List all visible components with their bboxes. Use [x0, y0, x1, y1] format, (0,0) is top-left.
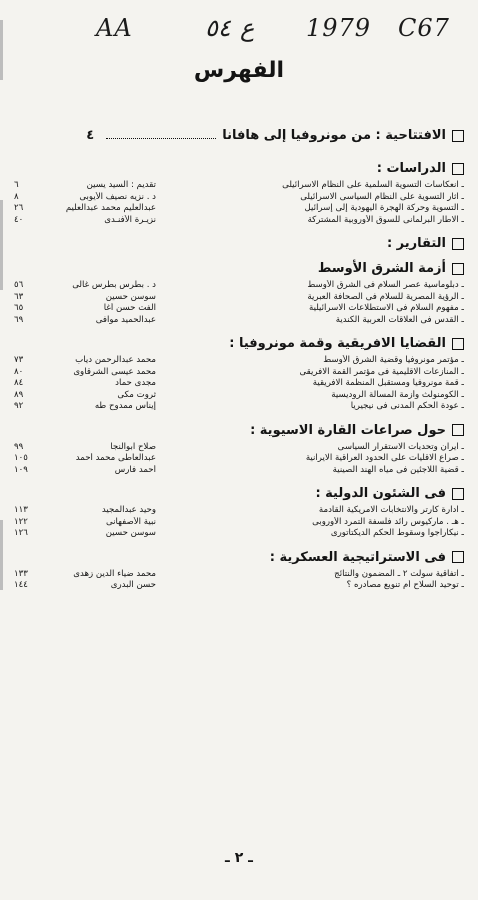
toc-entry — [14, 303, 464, 315]
handwritten-year: 1979 — [306, 14, 372, 42]
toc-entry — [14, 505, 464, 517]
section-heading-text: فى الشئون الدولية : — [315, 486, 446, 501]
checkbox-icon — [452, 488, 464, 500]
entry-page: ٩٩ — [14, 441, 24, 452]
handwritten-letter: ع — [240, 14, 255, 42]
section-heading-text: فى الاستراتيجية العسكرية : — [269, 549, 446, 565]
entry-author: محمد عيسى الشرقاوى — [73, 366, 156, 377]
entry-title: ـ انعكاسات التسوية السلمية على النظام الاسرائيلى — [282, 180, 464, 190]
section-heading — [14, 161, 464, 176]
toc-entry — [14, 180, 464, 192]
entry-author: أحمد فارس — [114, 464, 156, 475]
entry-title: ـ مفهوم السلام فى الاستطلاعات الاسرائيلية — [309, 303, 464, 313]
entry-author: عبدالحميد موافى — [95, 314, 156, 325]
toc-section — [14, 486, 464, 540]
entry-page: ١٠٩ — [14, 464, 28, 475]
entry-title: ـ دبلوماسية عصر السلام فى الشرق الأوسط — [307, 280, 464, 290]
toc-entry — [14, 401, 464, 413]
entry-author: صلاح ابوالنجا — [110, 441, 156, 452]
entry-title: ـ التسوية وحركة الهجرة اليهودية إلى إسرائيل — [304, 203, 464, 213]
page-title: الفهرس — [193, 58, 285, 83]
toc-entry — [14, 367, 464, 379]
toc-entry — [14, 465, 464, 477]
toc-entry — [14, 580, 464, 592]
entry-author: ثروت مكى — [117, 389, 156, 400]
entry-author: د . نزيه نصيف الأيوبى — [79, 191, 156, 202]
entry-title: ـ اتفاقية سولت ٢ ـ المضمون والنتائج — [334, 568, 464, 579]
entry-author: عبدالعاطى محمد أحمد — [75, 453, 156, 463]
section-heading-text: التقارير : — [386, 236, 446, 251]
entry-page: ٦٥ — [14, 303, 24, 313]
entry-author: محمد ضياء الدين زهدى — [73, 568, 156, 579]
checkbox-icon — [452, 551, 464, 563]
opening-label: الافتتاحية : من مونروفيا إلى هافانا — [222, 128, 446, 143]
toc-entry — [14, 528, 464, 540]
page-number: ـ ٢ ـ — [225, 850, 253, 866]
entry-title: ـ قضية اللاجئين فى مياه الهند الصينية — [332, 464, 464, 475]
entry-author: إيناس ممدوح طه — [94, 401, 156, 411]
section-heading — [14, 261, 464, 276]
entry-author: نبية الأصفهانى — [106, 516, 156, 527]
toc-entry — [14, 442, 464, 454]
toc-section — [14, 550, 464, 592]
handwritten-code-left: AA — [96, 14, 133, 42]
entry-author: د . بطرس بطرس غالى — [72, 280, 156, 290]
entry-page: ١٣٣ — [14, 568, 28, 579]
entry-author: محمد عبدالرحمن دياب — [75, 355, 156, 365]
toc-section — [14, 236, 464, 251]
entry-page: ٩٢ — [14, 401, 24, 411]
entry-title: ـ الرؤية المصرية للسلام فى الصحافة العبرية — [307, 291, 464, 302]
checkbox-icon — [452, 130, 464, 142]
entry-title: ـ مؤتمر مونروفيا وقضية الشرق الأوسط — [323, 355, 464, 365]
entry-page: ٥٦ — [14, 280, 24, 290]
entry-author: الفت حسن أغا — [103, 303, 156, 313]
entry-page: ٢٦ — [14, 203, 24, 213]
toc-section — [14, 161, 464, 226]
table-of-contents — [14, 128, 464, 602]
entry-page: ٦٣ — [14, 291, 24, 302]
entry-page: ٨٠ — [14, 366, 24, 377]
dot-leader — [106, 138, 216, 139]
scan-edge-mark — [0, 520, 3, 590]
entry-page: ٨ — [14, 191, 19, 202]
toc-entry — [14, 378, 464, 390]
entry-title: ـ قمة مونروفيا ومستقبل المنظمة الافريقية — [312, 378, 464, 388]
checkbox-icon — [452, 424, 464, 436]
entry-title: ـ القدس فى العلاقات العربية الكندية — [335, 314, 464, 325]
checkbox-icon — [452, 163, 464, 175]
entry-title: ـ المنازعات الاقليمية فى مؤتمر القمة الافريقى — [299, 366, 464, 377]
section-heading-text: الدراسات : — [376, 161, 446, 176]
entry-author: سوسن حسين — [105, 528, 156, 538]
entry-title: ـ الكومنولث وأزمة المسألة الروديسية — [331, 389, 464, 400]
handwritten-catalog-note — [0, 8, 478, 48]
section-heading — [14, 486, 464, 501]
toc-entry — [14, 192, 464, 204]
entry-page: ٦ — [14, 180, 19, 190]
toc-entry — [14, 203, 464, 215]
toc-entry — [14, 453, 464, 465]
entry-author: عبدالعليم محمد عبدالعليم — [65, 203, 156, 213]
opening-entry — [14, 128, 464, 143]
toc-section — [14, 336, 464, 413]
toc-entry — [14, 280, 464, 292]
toc-section — [14, 423, 464, 477]
checkbox-icon — [452, 238, 464, 250]
entry-page: ٨٩ — [14, 389, 24, 400]
entry-author: حسن البدرى — [110, 580, 156, 590]
checkbox-icon — [452, 338, 464, 350]
entry-title: ـ هـ . ماركيوس رائد فلسفة التمرد الأوروبى — [312, 516, 464, 527]
entry-author: تقديم : السيد يسين — [86, 180, 156, 190]
entry-title: ـ توحيد السلاح أم تنويع مصادره ؟ — [346, 580, 464, 590]
handwritten-number: ٥٤ — [205, 14, 231, 42]
entry-page: ٨٤ — [14, 378, 24, 388]
entry-page: ١٠٥ — [14, 453, 28, 463]
scan-edge-mark — [0, 200, 3, 290]
toc-entry — [14, 315, 464, 327]
entry-title: ـ عودة الحكم المدنى فى نيجيريا — [350, 401, 464, 411]
toc-entry — [14, 517, 464, 529]
section-heading — [14, 236, 464, 251]
entry-author: مجدى حماد — [115, 378, 156, 388]
opening-page: ٤ — [86, 128, 95, 143]
entry-page: ١١٣ — [14, 505, 28, 515]
entry-title: ـ صراع الاقليات على الحدود العراقية الايرانية — [305, 453, 464, 463]
entry-title: ـ نيكاراجوا وسقوط الحكم الديكتاتورى — [330, 528, 464, 538]
section-heading — [14, 336, 464, 351]
sections-list — [14, 161, 464, 592]
section-heading-text: القضايا الافريقية وقمة مونروفيا : — [229, 336, 446, 351]
entry-author: وحيد عبدالمجيد — [101, 505, 156, 515]
entry-author: نزيـرة الأفنـدى — [104, 214, 156, 225]
entry-title: ـ ادارة كارتر والانتخابات الامريكية القادمة — [318, 505, 464, 515]
checkbox-icon — [452, 263, 464, 275]
section-heading-text: أزمة الشرق الأوسط — [317, 261, 446, 276]
entry-page: ٦٩ — [14, 314, 24, 325]
entry-page: ١٤٤ — [14, 580, 28, 590]
entry-title: ـ آثار التسوية على النظام السياسى الاسرائيلى — [300, 191, 464, 202]
toc-entry — [14, 569, 464, 581]
entry-page: ١٢٢ — [14, 516, 28, 527]
section-heading-text: حول صراعات القارة الاسيوية : — [250, 422, 446, 438]
entry-page: ٧٣ — [14, 355, 24, 365]
handwritten-code-right: C67 — [398, 14, 450, 42]
toc-entry — [14, 355, 464, 367]
toc-entry — [14, 292, 464, 304]
entry-author: سوسن حسين — [105, 291, 156, 302]
toc-entry — [14, 390, 464, 402]
entry-title: ـ ايران وتحديات الاستقرار السياسى — [337, 441, 464, 452]
section-heading — [14, 423, 464, 438]
toc-entry — [14, 215, 464, 227]
entry-title: ـ الاطار البرلمانى للسوق الأوروبية المشتركة — [307, 214, 464, 225]
section-heading — [14, 550, 464, 565]
toc-section — [14, 261, 464, 326]
entry-page: ١٢٦ — [14, 528, 28, 538]
entry-page: ٤٠ — [14, 214, 24, 225]
